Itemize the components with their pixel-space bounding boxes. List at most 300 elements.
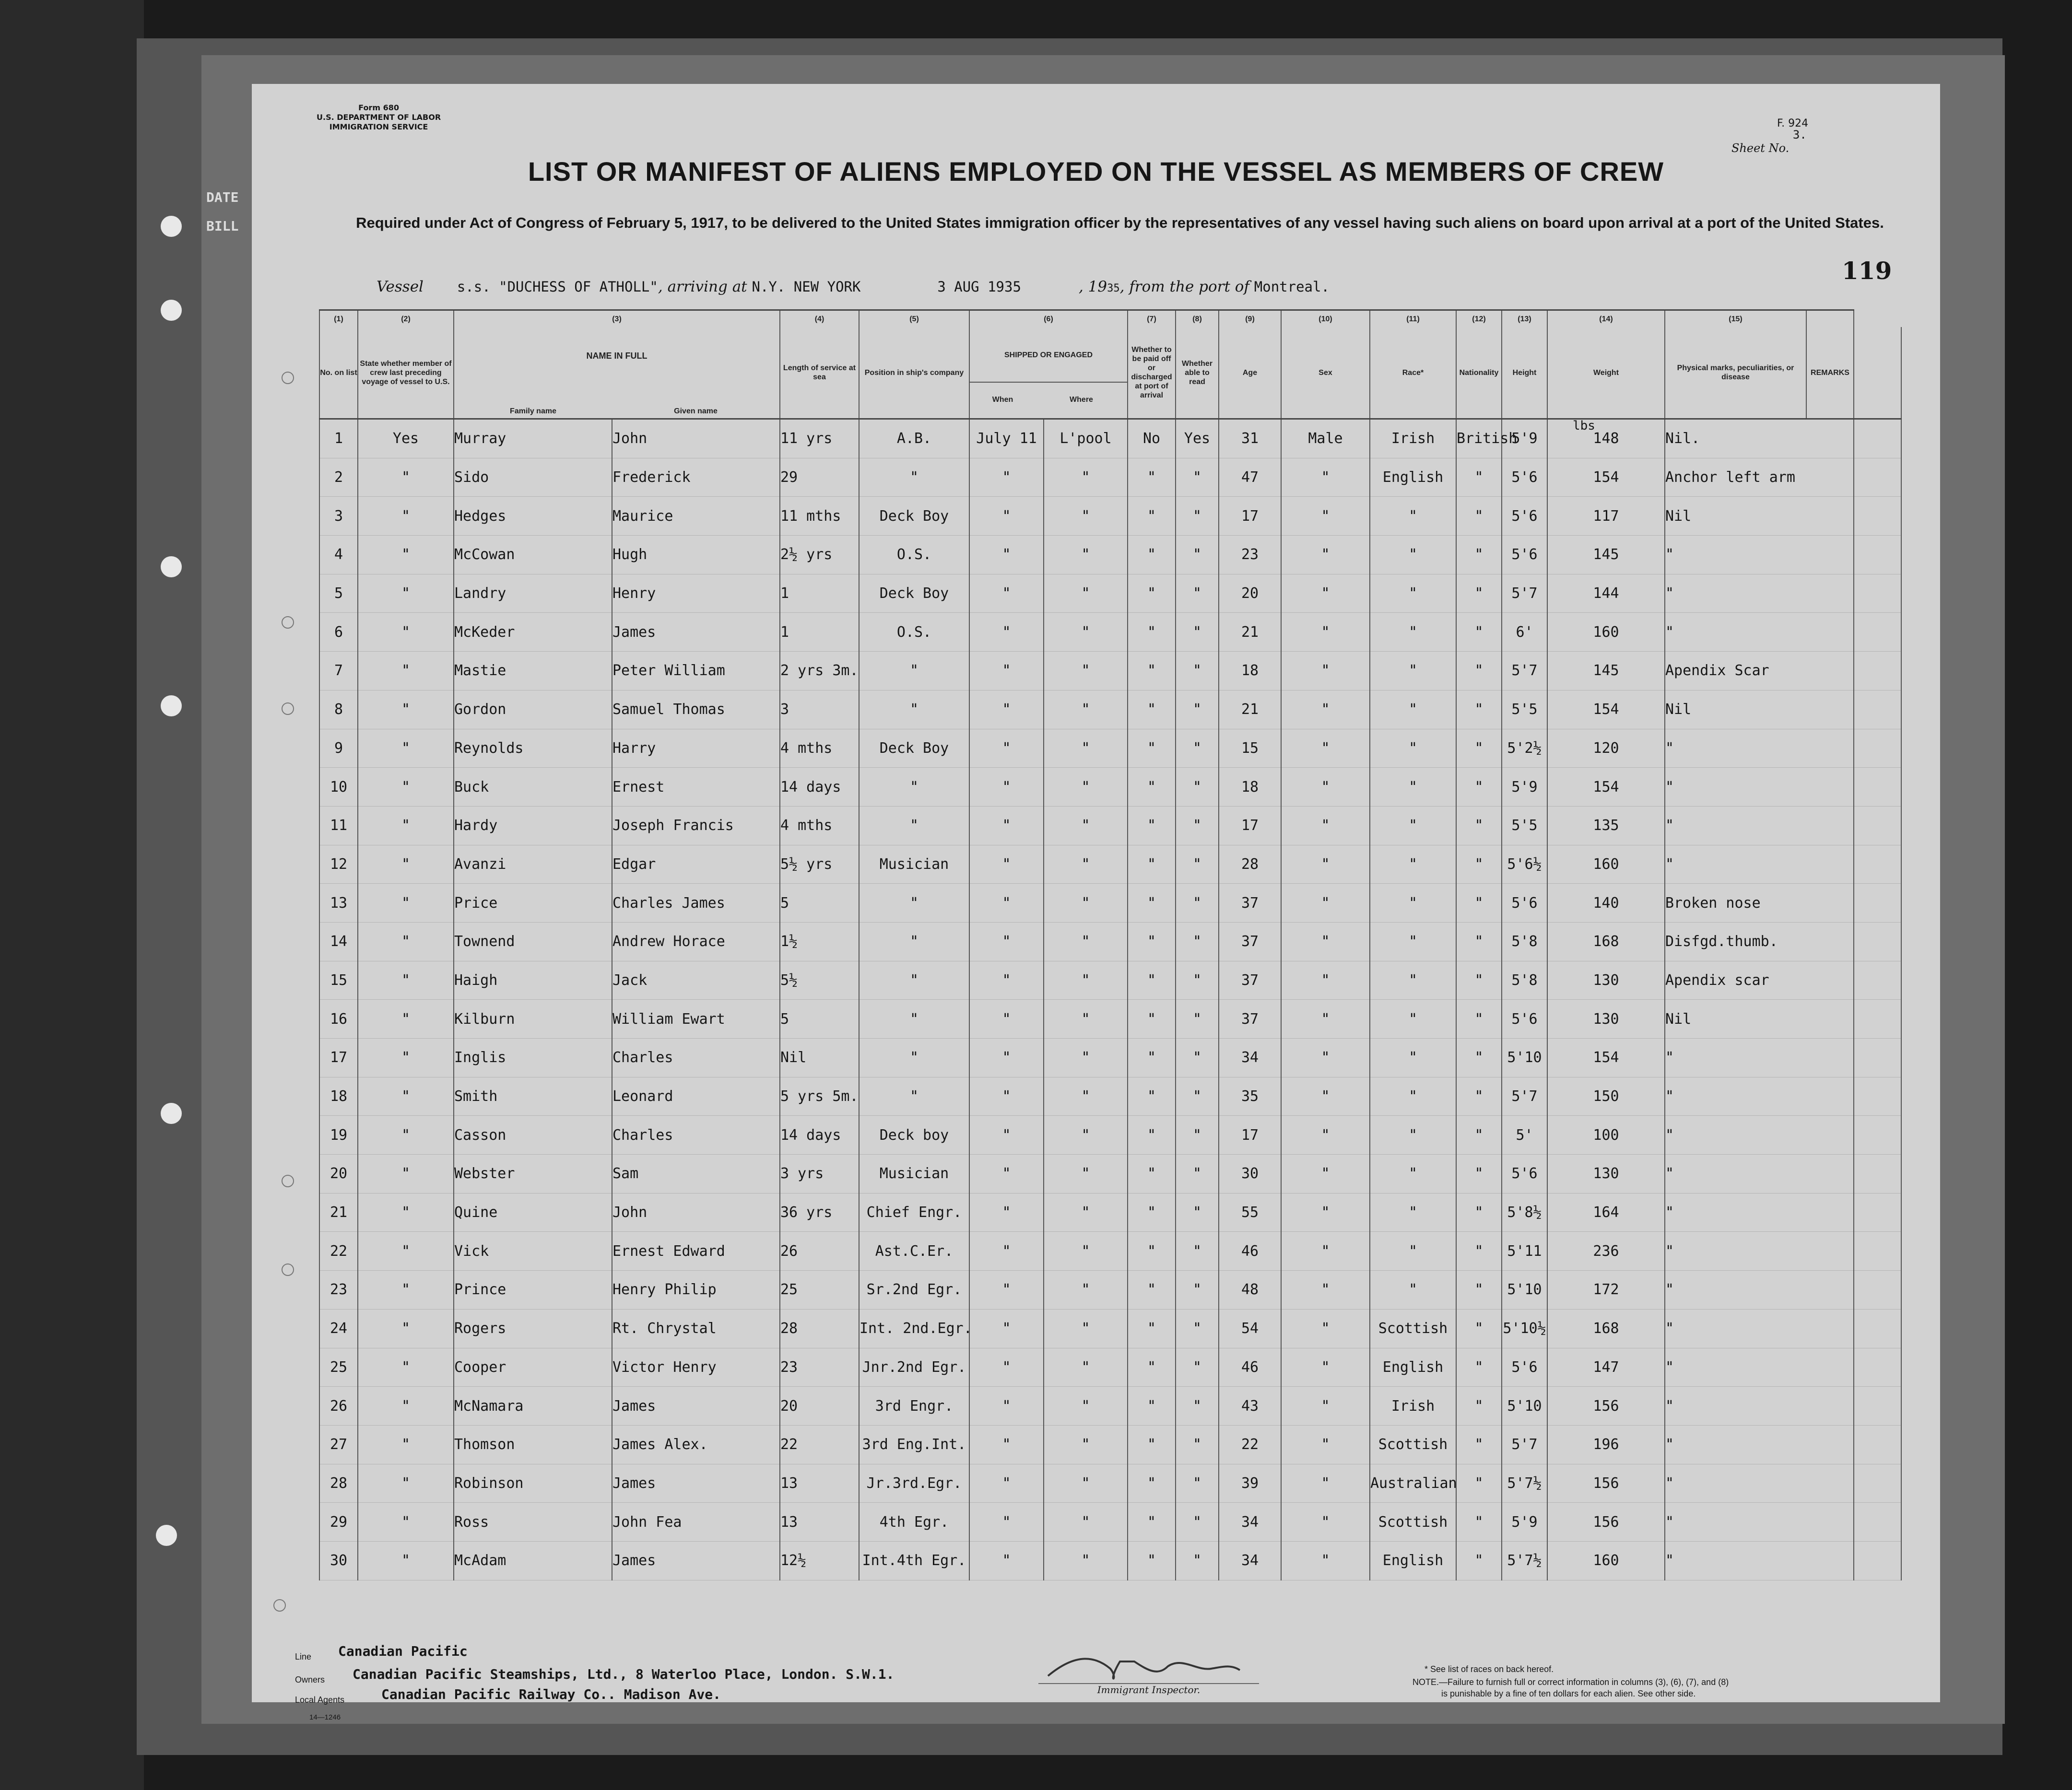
- sex-cell: ": [1281, 1000, 1370, 1039]
- physical-marks-cell: ": [1665, 1541, 1854, 1580]
- position-cell: Int.4th Egr.: [859, 1541, 969, 1580]
- age-cell: 35: [1219, 1077, 1281, 1116]
- sex-cell: ": [1281, 1464, 1370, 1503]
- row-number: 1: [319, 419, 358, 458]
- age-cell: 23: [1219, 536, 1281, 574]
- row-number: 29: [319, 1503, 358, 1542]
- prev-voyage-cell: ": [358, 1271, 454, 1310]
- given-name-cell: Henry Philip: [612, 1271, 780, 1310]
- physical-marks-cell: ": [1665, 845, 1854, 884]
- shipped-when-cell: ": [969, 845, 1044, 884]
- given-name-cell: Rt. Chrystal: [612, 1309, 780, 1348]
- family-name-cell: Hardy: [454, 806, 612, 845]
- position-cell: ": [859, 1039, 969, 1077]
- sex-cell: ": [1281, 1425, 1370, 1464]
- paid-off-cell: ": [1128, 497, 1176, 536]
- table-row: [319, 1116, 1901, 1155]
- sex-cell: ": [1281, 1155, 1370, 1193]
- height-cell: 5'7: [1502, 574, 1547, 613]
- service-length-cell: 12½: [780, 1541, 859, 1580]
- family-name-cell: McNamara: [454, 1387, 612, 1426]
- able-to-read-cell: Yes: [1176, 419, 1219, 458]
- service-length-cell: 4 mths: [780, 729, 859, 768]
- sheet-number-label: Sheet No.: [1731, 141, 1789, 155]
- binder-hole: [161, 1103, 182, 1124]
- race-cell: ": [1370, 690, 1456, 729]
- paid-off-cell: ": [1128, 1387, 1176, 1426]
- weight-cell: 100: [1547, 1116, 1665, 1155]
- binder-hole: [161, 300, 182, 321]
- height-cell: 6': [1502, 613, 1547, 652]
- weight-cell: 164: [1547, 1193, 1665, 1232]
- service-length-cell: 5½ yrs: [780, 845, 859, 884]
- weight-cell: 160: [1547, 1541, 1665, 1580]
- nationality-cell: ": [1456, 1000, 1502, 1039]
- family-name-cell: Haigh: [454, 961, 612, 1000]
- prev-voyage-cell: ": [358, 768, 454, 807]
- shipped-where-cell: ": [1044, 1000, 1128, 1039]
- shipped-when-cell: ": [969, 536, 1044, 574]
- table-row: [319, 1503, 1901, 1542]
- height-cell: 5'7: [1502, 652, 1547, 690]
- row-number: 27: [319, 1425, 358, 1464]
- age-cell: 31: [1219, 419, 1281, 458]
- height-cell: 5'9: [1502, 1503, 1547, 1542]
- height-cell: 5'6½: [1502, 845, 1547, 884]
- shipped-when-cell: ": [969, 652, 1044, 690]
- age-cell: 37: [1219, 922, 1281, 961]
- row-number: 15: [319, 961, 358, 1000]
- weight-cell: 154: [1547, 1039, 1665, 1077]
- service-length-cell: 1½: [780, 922, 859, 961]
- family-name-cell: Avanzi: [454, 845, 612, 884]
- header-when: When: [992, 395, 1013, 404]
- nationality-cell: ": [1456, 497, 1502, 536]
- given-name-cell: John Fea: [612, 1503, 780, 1542]
- blank-cell: [1854, 1541, 1901, 1580]
- table-row: [319, 458, 1901, 497]
- race-cell: Scottish: [1370, 1425, 1456, 1464]
- weight-unit-label: lbs: [1573, 419, 1595, 433]
- blank-cell: [1854, 1464, 1901, 1503]
- shipped-where-cell: ": [1044, 922, 1128, 961]
- weight-cell: 150: [1547, 1077, 1665, 1116]
- weight-cell: 130: [1547, 1155, 1665, 1193]
- page-number-stamp: 119: [1842, 257, 1892, 285]
- table-row: [319, 1348, 1901, 1387]
- height-cell: 5'8: [1502, 922, 1547, 961]
- shipped-where-cell: ": [1044, 1193, 1128, 1232]
- blank-cell: [1854, 1193, 1901, 1232]
- height-cell: 5'6: [1502, 1348, 1547, 1387]
- blank-cell: [1854, 1039, 1901, 1077]
- given-name-cell: Harry: [612, 729, 780, 768]
- blank-cell: [1854, 1503, 1901, 1542]
- prev-voyage-cell: ": [358, 961, 454, 1000]
- blank-cell: [1854, 1116, 1901, 1155]
- blank-cell: [1854, 419, 1901, 458]
- page-title: LIST OR MANIFEST OF ALIENS EMPLOYED ON THE VESSEL AS MEMBERS OF CREW: [528, 156, 1664, 187]
- margin-circle: [282, 1175, 294, 1187]
- given-name-cell: William Ewart: [612, 1000, 780, 1039]
- paid-off-cell: ": [1128, 884, 1176, 923]
- height-cell: 5'5: [1502, 690, 1547, 729]
- paid-off-cell: ": [1128, 613, 1176, 652]
- prev-voyage-cell: ": [358, 1348, 454, 1387]
- race-cell: ": [1370, 1039, 1456, 1077]
- note-races: * See list of races on back hereof.: [1424, 1664, 1554, 1674]
- shipped-where-cell: ": [1044, 1464, 1128, 1503]
- position-cell: Chief Engr.: [859, 1193, 969, 1232]
- paid-off-cell: ": [1128, 1232, 1176, 1271]
- header-no-on-list: No. on list: [319, 327, 358, 419]
- service-name: IMMIGRATION SERVICE: [329, 122, 428, 131]
- service-length-cell: 5: [780, 884, 859, 923]
- able-to-read-cell: ": [1176, 1503, 1219, 1542]
- header-shipped-label: SHIPPED OR ENGAGED: [1004, 351, 1093, 359]
- header-given-name: Given name: [674, 407, 718, 415]
- given-name-cell: James: [612, 1464, 780, 1503]
- family-name-cell: Robinson: [454, 1464, 612, 1503]
- footer-form-code: 14—1246: [309, 1713, 341, 1721]
- blank-cell: [1854, 806, 1901, 845]
- position-cell: ": [859, 458, 969, 497]
- physical-marks-cell: ": [1665, 1155, 1854, 1193]
- age-cell: 55: [1219, 1193, 1281, 1232]
- shipped-where-cell: ": [1044, 806, 1128, 845]
- family-name-cell: Cooper: [454, 1348, 612, 1387]
- age-cell: 54: [1219, 1309, 1281, 1348]
- paid-off-cell: ": [1128, 1348, 1176, 1387]
- line-label: Line: [295, 1652, 312, 1661]
- header-weight: Weight: [1547, 327, 1665, 419]
- position-cell: O.S.: [859, 613, 969, 652]
- race-cell: ": [1370, 1271, 1456, 1310]
- blank-cell: [1854, 961, 1901, 1000]
- col-number: (5): [859, 310, 969, 328]
- race-cell: ": [1370, 1155, 1456, 1193]
- height-cell: 5'5: [1502, 806, 1547, 845]
- shipped-when-cell: ": [969, 1155, 1044, 1193]
- shipped-when-cell: ": [969, 458, 1044, 497]
- sex-cell: ": [1281, 497, 1370, 536]
- arrival-port: N.Y. NEW YORK: [752, 279, 861, 295]
- shipped-where-cell: ": [1044, 729, 1128, 768]
- position-cell: ": [859, 768, 969, 807]
- arrival-date: 3 AUG 1935: [937, 279, 1021, 295]
- position-cell: ": [859, 922, 969, 961]
- shipped-where-cell: ": [1044, 574, 1128, 613]
- form-code: F. 924: [1777, 117, 1809, 129]
- physical-marks-cell: Broken nose: [1665, 884, 1854, 923]
- able-to-read-cell: ": [1176, 1155, 1219, 1193]
- paid-off-cell: ": [1128, 1193, 1176, 1232]
- service-length-cell: 36 yrs: [780, 1193, 859, 1232]
- physical-marks-cell: ": [1665, 1077, 1854, 1116]
- arriving-label: , arriving at: [658, 278, 747, 295]
- paid-off-cell: ": [1128, 1271, 1176, 1310]
- position-cell: ": [859, 1000, 969, 1039]
- service-length-cell: 2½ yrs: [780, 536, 859, 574]
- given-name-cell: Jack: [612, 961, 780, 1000]
- blank-cell: [1854, 690, 1901, 729]
- height-cell: 5'6: [1502, 1155, 1547, 1193]
- height-cell: 5'10: [1502, 1387, 1547, 1426]
- age-cell: 37: [1219, 884, 1281, 923]
- physical-marks-cell: Nil: [1665, 690, 1854, 729]
- header-age: Age: [1219, 327, 1281, 419]
- age-cell: 21: [1219, 613, 1281, 652]
- row-number: 4: [319, 536, 358, 574]
- given-name-cell: James: [612, 1541, 780, 1580]
- paid-off-cell: ": [1128, 1503, 1176, 1542]
- able-to-read-cell: ": [1176, 1039, 1219, 1077]
- table-row: [319, 536, 1901, 574]
- age-cell: 18: [1219, 652, 1281, 690]
- physical-marks-cell: ": [1665, 1039, 1854, 1077]
- physical-marks-cell: ": [1665, 1387, 1854, 1426]
- given-name-cell: Ernest: [612, 768, 780, 807]
- service-length-cell: 28: [780, 1309, 859, 1348]
- row-number: 12: [319, 845, 358, 884]
- sex-cell: Male: [1281, 419, 1370, 458]
- shipped-where-cell: ": [1044, 1077, 1128, 1116]
- nationality-cell: ": [1456, 652, 1502, 690]
- family-name-cell: Kilburn: [454, 1000, 612, 1039]
- position-cell: ": [859, 690, 969, 729]
- prev-voyage-cell: ": [358, 497, 454, 536]
- col-number: (2): [358, 310, 454, 328]
- sex-cell: ": [1281, 536, 1370, 574]
- height-cell: 5'9: [1502, 419, 1547, 458]
- shipped-where-cell: ": [1044, 1387, 1128, 1426]
- race-cell: English: [1370, 1541, 1456, 1580]
- able-to-read-cell: ": [1176, 574, 1219, 613]
- service-length-cell: 14 days: [780, 1116, 859, 1155]
- sex-cell: ": [1281, 922, 1370, 961]
- sex-cell: ": [1281, 1193, 1370, 1232]
- row-number: 24: [319, 1309, 358, 1348]
- shipped-when-cell: ": [969, 1116, 1044, 1155]
- able-to-read-cell: ": [1176, 1000, 1219, 1039]
- manifest-page: [252, 84, 1940, 1721]
- col-number: (4): [780, 310, 859, 328]
- race-cell: ": [1370, 806, 1456, 845]
- table-row: [319, 1193, 1901, 1232]
- family-name-cell: Thomson: [454, 1425, 612, 1464]
- shipped-where-cell: ": [1044, 1348, 1128, 1387]
- nationality-cell: ": [1456, 1271, 1502, 1310]
- able-to-read-cell: ": [1176, 884, 1219, 923]
- able-to-read-cell: ": [1176, 922, 1219, 961]
- service-length-cell: 23: [780, 1348, 859, 1387]
- able-to-read-cell: ": [1176, 1425, 1219, 1464]
- nationality-cell: British: [1456, 419, 1502, 458]
- family-name-cell: Prince: [454, 1271, 612, 1310]
- col-number-blank: [1806, 310, 1854, 328]
- service-length-cell: 25: [780, 1271, 859, 1310]
- sex-cell: ": [1281, 845, 1370, 884]
- shipped-where-cell: ": [1044, 1541, 1128, 1580]
- row-number: 8: [319, 690, 358, 729]
- given-name-cell: Henry: [612, 574, 780, 613]
- able-to-read-cell: ": [1176, 729, 1219, 768]
- physical-marks-cell: Nil.: [1665, 419, 1854, 458]
- shipped-where-cell: ": [1044, 1503, 1128, 1542]
- table-row: [319, 729, 1901, 768]
- weight-cell: 168: [1547, 922, 1665, 961]
- sex-cell: ": [1281, 729, 1370, 768]
- position-cell: O.S.: [859, 536, 969, 574]
- prev-voyage-cell: ": [358, 1000, 454, 1039]
- physical-marks-cell: ": [1665, 574, 1854, 613]
- physical-marks-cell: ": [1665, 729, 1854, 768]
- shipped-when-cell: ": [969, 1425, 1044, 1464]
- prev-voyage-cell: ": [358, 1116, 454, 1155]
- height-cell: 5'8½: [1502, 1193, 1547, 1232]
- shipped-when-cell: ": [969, 1077, 1044, 1116]
- weight-cell: 236: [1547, 1232, 1665, 1271]
- paid-off-cell: ": [1128, 1116, 1176, 1155]
- given-name-cell: Samuel Thomas: [612, 690, 780, 729]
- header-name-in-full-label: NAME IN FULL: [586, 351, 648, 361]
- able-to-read-cell: ": [1176, 1541, 1219, 1580]
- col-number: (6): [969, 310, 1128, 328]
- height-cell: 5'6: [1502, 536, 1547, 574]
- row-number: 10: [319, 768, 358, 807]
- nationality-cell: ": [1456, 1309, 1502, 1348]
- binder-hole: [156, 1525, 177, 1546]
- form-number: Form 680: [358, 103, 399, 112]
- table-row: [319, 1077, 1901, 1116]
- table-row: [319, 1000, 1901, 1039]
- row-number: 6: [319, 613, 358, 652]
- given-name-cell: Ernest Edward: [612, 1232, 780, 1271]
- sex-cell: ": [1281, 690, 1370, 729]
- blank-cell: [1854, 613, 1901, 652]
- physical-marks-cell: Nil: [1665, 497, 1854, 536]
- height-cell: 5': [1502, 1116, 1547, 1155]
- prev-voyage-cell: ": [358, 1309, 454, 1348]
- service-length-cell: 4 mths: [780, 806, 859, 845]
- shipped-when-cell: ": [969, 1039, 1044, 1077]
- prev-voyage-cell: ": [358, 1232, 454, 1271]
- shipped-when-cell: ": [969, 768, 1044, 807]
- paid-off-cell: ": [1128, 574, 1176, 613]
- paid-off-cell: ": [1128, 1039, 1176, 1077]
- weight-cell: 196: [1547, 1425, 1665, 1464]
- family-name-cell: Price: [454, 884, 612, 923]
- owners-label: Owners: [295, 1675, 325, 1685]
- given-name-cell: Joseph Francis: [612, 806, 780, 845]
- physical-marks-cell: ": [1665, 806, 1854, 845]
- sex-cell: ": [1281, 574, 1370, 613]
- service-length-cell: 13: [780, 1464, 859, 1503]
- agents-value: Canadian Pacific Railway Co.. Madison Ave.: [381, 1686, 721, 1702]
- age-cell: 48: [1219, 1271, 1281, 1310]
- table-row: [319, 690, 1901, 729]
- table-row: [319, 613, 1901, 652]
- weight-cell: 168: [1547, 1309, 1665, 1348]
- height-cell: 5'6: [1502, 884, 1547, 923]
- shipped-where-cell: ": [1044, 1039, 1128, 1077]
- agents-label: Local Agents: [295, 1695, 345, 1705]
- blank-cell: [1854, 652, 1901, 690]
- family-name-cell: Sido: [454, 458, 612, 497]
- position-cell: Deck Boy: [859, 497, 969, 536]
- blank-cell: [1854, 1077, 1901, 1116]
- nationality-cell: ": [1456, 613, 1502, 652]
- given-name-cell: Charles: [612, 1039, 780, 1077]
- shipped-when-cell: ": [969, 690, 1044, 729]
- paid-off-cell: ": [1128, 1155, 1176, 1193]
- position-cell: Deck Boy: [859, 574, 969, 613]
- race-cell: Scottish: [1370, 1503, 1456, 1542]
- prev-voyage-cell: ": [358, 613, 454, 652]
- prev-voyage-cell: ": [358, 845, 454, 884]
- height-cell: 5'7: [1502, 1425, 1547, 1464]
- age-cell: 22: [1219, 1425, 1281, 1464]
- paid-off-cell: ": [1128, 729, 1176, 768]
- vessel-line: [377, 278, 1330, 295]
- col-number: (8): [1176, 310, 1219, 328]
- nationality-cell: ": [1456, 806, 1502, 845]
- weight-cell: 117: [1547, 497, 1665, 536]
- age-cell: 20: [1219, 574, 1281, 613]
- blank-cell: [1854, 1155, 1901, 1193]
- nationality-cell: ": [1456, 1387, 1502, 1426]
- race-cell: ": [1370, 497, 1456, 536]
- header-blank: [1854, 327, 1901, 419]
- age-cell: 18: [1219, 768, 1281, 807]
- sex-cell: ": [1281, 961, 1370, 1000]
- row-number: 18: [319, 1077, 358, 1116]
- position-cell: ": [859, 961, 969, 1000]
- blank-cell: [1854, 574, 1901, 613]
- header-physical-marks: Physical marks, peculiarities, or disease: [1665, 327, 1806, 419]
- service-length-cell: 22: [780, 1425, 859, 1464]
- sex-cell: ": [1281, 1309, 1370, 1348]
- given-name-cell: Edgar: [612, 845, 780, 884]
- height-cell: 5'6: [1502, 1000, 1547, 1039]
- able-to-read-cell: ": [1176, 806, 1219, 845]
- nationality-cell: ": [1456, 729, 1502, 768]
- paid-off-cell: ": [1128, 690, 1176, 729]
- family-name-cell: Townend: [454, 922, 612, 961]
- table-row: [319, 1387, 1901, 1426]
- family-name-cell: McAdam: [454, 1541, 612, 1580]
- given-name-cell: Leonard: [612, 1077, 780, 1116]
- age-cell: 34: [1219, 1541, 1281, 1580]
- blank-cell: [1854, 458, 1901, 497]
- physical-marks-cell: ": [1665, 768, 1854, 807]
- shipped-where-cell: ": [1044, 768, 1128, 807]
- shipped-where-cell: ": [1044, 458, 1128, 497]
- table-row: [319, 1155, 1901, 1193]
- shipped-when-cell: ": [969, 1309, 1044, 1348]
- paid-off-cell: ": [1128, 1425, 1176, 1464]
- table-row: [319, 806, 1901, 845]
- shipped-where-cell: ": [1044, 1309, 1128, 1348]
- family-name-cell: Murray: [454, 419, 612, 458]
- nationality-cell: ": [1456, 1348, 1502, 1387]
- service-length-cell: 3 yrs: [780, 1155, 859, 1193]
- family-name-cell: Buck: [454, 768, 612, 807]
- note-line-2: is punishable by a fine of ten dollars for each alien. See other side.: [1441, 1689, 1696, 1698]
- blank-cell: [1854, 1232, 1901, 1271]
- nationality-cell: ": [1456, 690, 1502, 729]
- from-label: , from the port of: [1119, 278, 1249, 295]
